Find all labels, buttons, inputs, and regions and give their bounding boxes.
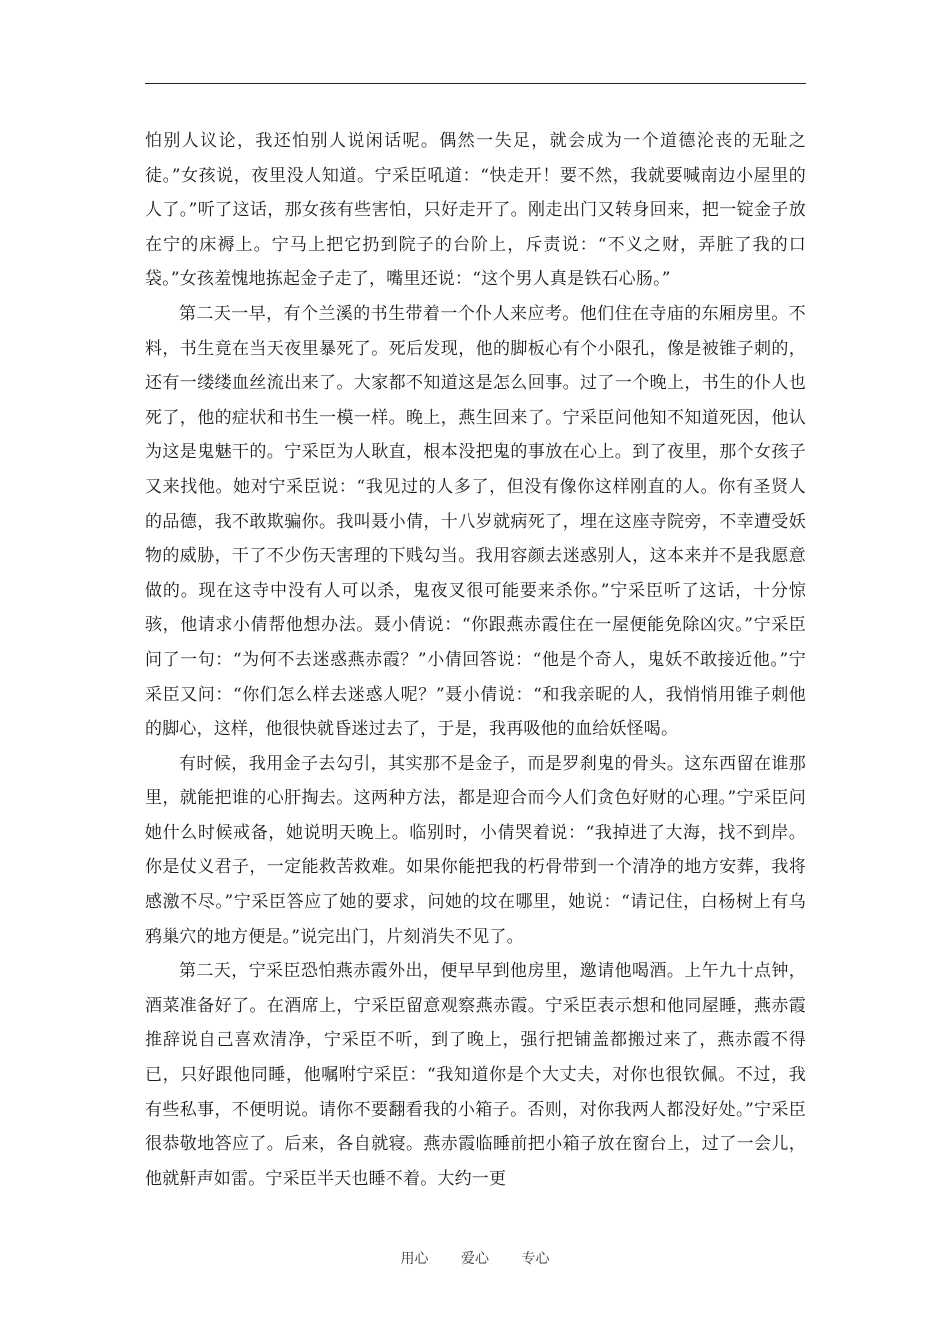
- footer-motto-2: 爱心: [461, 1251, 489, 1267]
- paragraph-4: 第二天，宁采臣恐怕燕赤霞外出，便早早到他房里，邀请他喝酒。上午九十点钟，酒菜准备好了。在酒席上，宁采臣留意观察燕赤霞。宁采臣表示想和他同屋睡，燕赤霞推辞说自己喜欢清净，宁采臣不听，到了晚上，强行把铺盖都搬过来了，燕赤霞不得已，只好跟他同睡，他嘱咐宁采臣：“我知道你是个大丈夫，对你也很钦佩。不过，我有些私事，不便明说。请你不要翻看我的小箱子。否则，对你我两人都没好处。”宁采臣很恭敬地答应了。后来，各自就寝。燕赤霞临睡前把小箱子放在窗台上，过了一会儿，他就鼾声如雷。宁采臣半天也睡不着。大约一更: [145, 961, 806, 1189]
- paragraph-2: 第二天一早，有个兰溪的书生带着一个仆人来应考。他们住在寺庙的东厢房里。不料，书生竟在当天夜里暴死了。死后发现，他的脚板心有个小限孔，像是被锥子刺的，还有一缕缕血丝流出来了。大家都不知道这是怎么回事。过了一个晚上，书生的仆人也死了，他的症状和书生一模一样。晚上，燕生回来了。宁采臣问他知不知道死因，他认为这是鬼魅干的。宁采臣为人耿直，根本没把鬼的事放在心上。到了夜里，那个女孩子又来找他。她对宁采臣说：“我见过的人多了，但没有像你这样刚直的人。你有圣贤人的品德，我不敢欺骗你。我叫聂小倩，十八岁就病死了，埋在这座寺院旁，不幸遭受妖物的威胁，干了不少伤天害理的下贱勾当。我用容颜去迷惑别人，这本来并不是我愿意做的。现在这寺中没有人可以杀，鬼夜叉很可能要来杀你。”宁采臣听了这话，十分惊骇，他请求小倩帮他想办法。聂小倩说：“你跟燕赤霞住在一屋便能免除凶灾。”宁采臣问了一句：“为何不去迷惑燕赤霞？”小倩回答说：“他是个奇人，鬼妖不敢接近他。”宁采臣又问：“你们怎么样去迷惑人呢？”聂小倩说：“和我亲昵的人，我悄悄用锥子刺他的脚心，这样，他很快就昏迷过去了，于是，我再吸他的血给妖怪喝。: [145, 303, 806, 740]
- paragraph-3: 有时候，我用金子去勾引，其实那不是金子，而是罗刹鬼的骨头。这东西留在谁那里，就能把谁的心肝掏去。这两种方法，都是迎合而今人们贪色好财的心理。”宁采臣问她什么时候戒备，她说明天晚上。临别时，小倩哭着说：“我掉进了大海，找不到岸。你是仗义君子，一定能救苦救难。如果你能把我的朽骨带到一个清净的地方安葬，我将感激不尽。”宁采臣答应了她的要求，问她的坟在哪里，她说：“请记住，白杨树上有乌鸦巢穴的地方便是。”说完出门，片刻消失不见了。: [145, 753, 806, 947]
- paragraph-1: 怕别人议论，我还怕别人说闲话呢。偶然一失足，就会成为一个道德沦丧的无耻之徒。”女孩说，夜里没人知道。宁采臣吼道：“快走开！要不然，我就要喊南边小屋里的人了。”听了这话，那女孩有些害怕，只好走开了。刚走出门又转身回来，把一锭金子放在宁的床褥上。宁马上把它扔到院子的台阶上，斥责说：“不义之财，弄脏了我的口袋。”女孩羞愧地拣起金子走了，嘴里还说：“这个男人真是铁石心肠。”: [145, 131, 806, 290]
- page-body: [145, 124, 806, 1196]
- page-footer: [0, 1248, 950, 1268]
- header-rule: [145, 83, 806, 84]
- footer-motto-1: 用心: [400, 1251, 429, 1267]
- footer-motto-3: 专心: [521, 1251, 550, 1267]
